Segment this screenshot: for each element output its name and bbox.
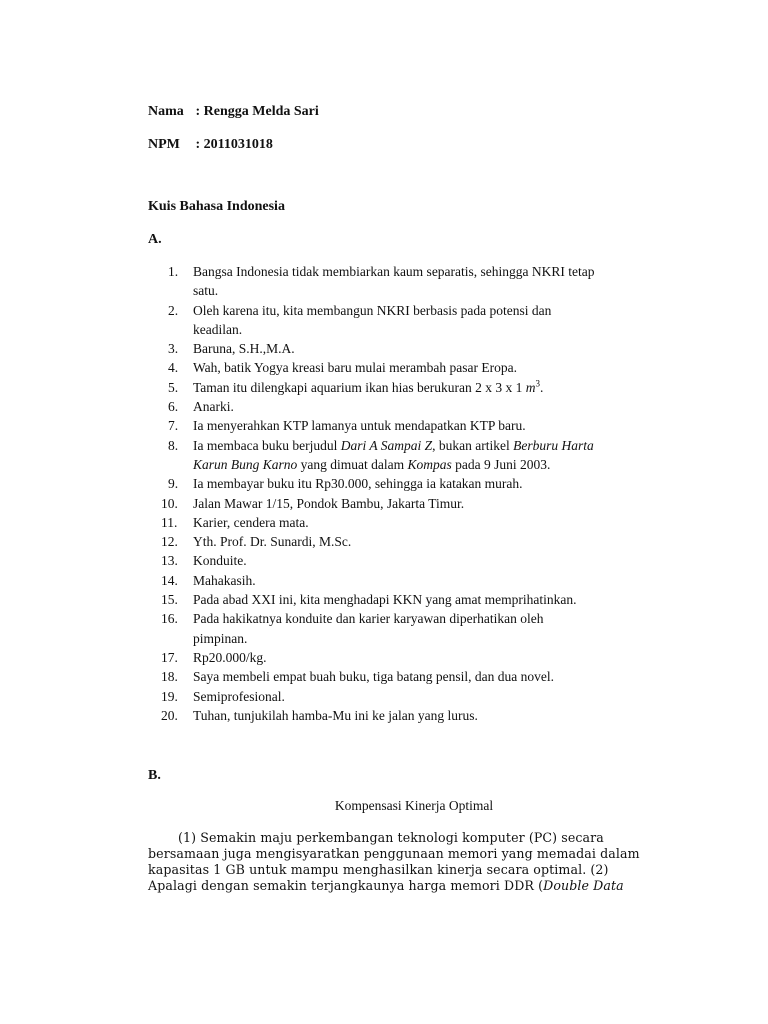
list-item: 19. Semiprofesional. (161, 688, 285, 704)
list-item: 9. Ia membayar buku itu Rp30.000, sehingga ia katakan murah. (168, 476, 523, 492)
list-item: 12. Yth. Prof. Dr. Sunardi, M.Sc. (161, 534, 352, 550)
answer-list (148, 262, 668, 725)
list-item: 3. Baruna, S.H.,M.A. (168, 341, 295, 357)
list-item: 1. Bangsa Indonesia tidak membiarkan kaum separatis, sehingga NKRI tetap satu. (168, 264, 595, 299)
list-item: 2. Oleh karena itu, kita membangun NKRI berbasis pada potensi dan keadilan. (168, 302, 552, 337)
list-item: 14. Mahakasih. (161, 572, 256, 588)
italic-title: Karun Bung Karno (193, 456, 298, 472)
quiz-title: Kuis Bahasa Indonesia (148, 199, 285, 214)
name-row (148, 104, 319, 120)
list-item: 6. Anarki. (168, 399, 234, 415)
paragraph-line: kapasitas 1 GB untuk mampu menghasilkan kinerja secara optimal. (2) (148, 862, 609, 877)
list-item: 15. Pada abad XXI ini, kita menghadapi KKN yang amat memprihatinkan. (161, 592, 577, 608)
list-item: 13. Konduite. (161, 553, 247, 569)
list-item: 16. Pada hakikatnya konduite dan karier karyawan diperhatikan oleh pimpinan. (161, 611, 544, 646)
list-item: 7. Ia menyerahkan KTP lamanya untuk mendapatkan KTP baru. (168, 418, 526, 434)
name-label: Nama (148, 104, 184, 119)
section-a-label: A. (148, 232, 162, 247)
paragraph-line: bersamaan juga mengisyaratkan penggunaan memori yang memadai dalam (148, 846, 640, 861)
list-item: 4. Wah, batik Yogya kreasi baru mulai merambah pasar Eropa. (168, 360, 517, 376)
list-item: 18. Saya membeli empat buah buku, tiga batang pensil, dan dua novel. (161, 669, 555, 685)
list-item: 10. Jalan Mawar 1/15, Pondok Bambu, Jakarta Timur. (161, 495, 465, 511)
npm-row (148, 137, 273, 153)
italic-title: Kompas (407, 456, 452, 472)
italic-title: Berburu Harta (513, 437, 594, 453)
section-b-title: Kompensasi Kinerja Optimal (334, 798, 494, 813)
npm-label: NPM (148, 137, 180, 152)
list-item: 5. Taman itu dilengkapi aquarium ikan hias berukuran 2 x 3 x 1 $m^3$. (168, 378, 544, 395)
paragraph-line: Apalagi dengan semakin terjangkaunya harga memori DDR (Double Data (148, 878, 624, 893)
npm-value: : 2011031018 (195, 137, 273, 152)
list-item: 11. Karier, cendera mata. (161, 514, 309, 530)
name-value: : Rengga Melda Sari (195, 104, 319, 119)
section-b-paragraph (148, 830, 638, 894)
paragraph-line: (1) Semakin maju perkembangan teknologi komputer (PC) secara (178, 830, 604, 845)
unit-exponent: 3 (535, 378, 540, 389)
list-item: 20. Tuhan, tunjukilah hamba-Mu ini ke jalan yang lurus. (161, 707, 478, 723)
section-b-label: B. (148, 768, 161, 783)
unit-m: m (525, 379, 536, 395)
italic-title: Dari A Sampai Z (340, 437, 433, 453)
list-item: 8. Ia membaca buku berjudul Dari A Sampai Z, bukan artikel Berburu Harta Karun Bung Karno yang dimuat dalam Kompas pada 9 Juni 2003. (168, 437, 594, 472)
italic-term: Double Data (543, 878, 624, 893)
list-item: 17. Rp20.000/kg. (161, 649, 267, 665)
